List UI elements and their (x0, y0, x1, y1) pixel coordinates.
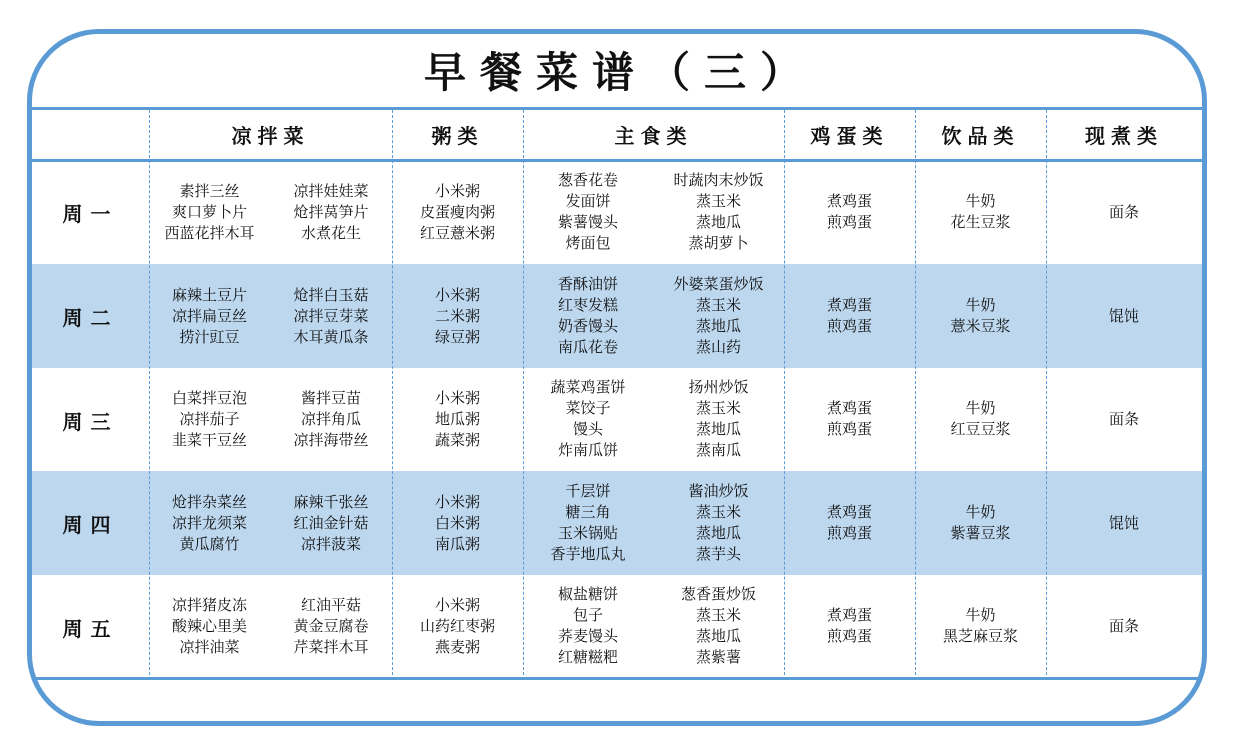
day-label: 周五 (62, 617, 119, 641)
drink-list: 牛奶 薏米豆浆 (950, 296, 1011, 335)
egg-list: 煮鸡蛋 煎鸡蛋 (826, 296, 872, 335)
staple-list-a: 椒盐糖饼 包子 荞麦馒头 红糖糍粑 (557, 585, 618, 666)
fresh-cooked-item: 馄饨 (1108, 307, 1139, 325)
menu-title: 早餐菜谱（三） (423, 48, 816, 97)
staple-list-a: 香酥油饼 红枣发糕 奶香馒头 南瓜花卷 (557, 275, 618, 356)
porridge-list: 小米粥 地瓜粥 蔬菜粥 (434, 389, 480, 449)
fresh-cooked-item: 面条 (1108, 410, 1139, 428)
drink-list: 牛奶 黑芝麻豆浆 (942, 606, 1018, 645)
porridge-list: 小米粥 山药红枣粥 燕麦粥 (419, 596, 495, 656)
fresh-cooked-item: 面条 (1108, 203, 1139, 221)
fresh-cooked-item: 面条 (1108, 617, 1139, 635)
header-porridge: 粥类 (431, 124, 484, 148)
porridge-list: 小米粥 二米粥 绿豆粥 (434, 286, 480, 346)
day-label: 周三 (62, 410, 119, 434)
drink-list: 牛奶 红豆豆浆 (950, 399, 1011, 438)
staple-list-a: 葱香花卷 发面饼 紫薯馒头 烤面包 (557, 171, 618, 252)
header-fresh-cooked: 现煮类 (1085, 124, 1163, 148)
staple-list-a: 千层饼 糖三角 玉米锅贴 香芋地瓜丸 (550, 482, 626, 563)
staple-list-b: 扬州炒饭 蒸玉米 蒸地瓜 蒸南瓜 (688, 378, 749, 459)
egg-list: 煮鸡蛋 煎鸡蛋 (826, 192, 872, 231)
staple-list-b: 酱油炒饭 蒸玉米 蒸地瓜 蒸芋头 (688, 482, 749, 563)
porridge-list: 小米粥 白米粥 南瓜粥 (434, 493, 480, 553)
cold-dishes-a: 白菜拌豆泡 凉拌茄子 韭菜干豆丝 (171, 389, 247, 449)
drink-list: 牛奶 花生豆浆 (950, 192, 1011, 231)
egg-list: 煮鸡蛋 煎鸡蛋 (826, 606, 872, 645)
cold-dishes-a: 素拌三丝 爽口萝卜片 西蓝花拌木耳 (164, 182, 255, 242)
staple-list-b: 外婆菜蛋炒饭 蒸玉米 蒸地瓜 蒸山药 (673, 275, 764, 356)
cold-dishes-b: 麻辣千张丝 红油金针菇 凉拌菠菜 (293, 493, 369, 553)
header-staple: 主食类 (614, 124, 693, 148)
day-label: 周一 (62, 202, 119, 226)
drink-list: 牛奶 紫薯豆浆 (950, 503, 1011, 542)
rule-top (32, 107, 1202, 110)
rule-bottom (32, 677, 1202, 680)
cold-dishes-b: 炝拌白玉菇 凉拌豆芽菜 木耳黄瓜条 (293, 286, 369, 346)
staple-list-a: 蔬菜鸡蛋饼 菜饺子 馒头 炸南瓜饼 (550, 378, 626, 459)
cold-dishes-a: 炝拌杂菜丝 凉拌龙须菜 黄瓜腐竹 (171, 493, 247, 553)
day-label: 周二 (62, 306, 119, 330)
porridge-list: 小米粥 皮蛋瘦肉粥 红豆薏米粥 (419, 182, 495, 242)
staple-list-b: 时蔬肉末炒饭 蒸玉米 蒸地瓜 蒸胡萝卜 (673, 171, 764, 252)
header-cold-dishes: 凉拌菜 (231, 124, 310, 148)
day-label: 周四 (62, 513, 119, 537)
staple-list-b: 葱香蛋炒饭 蒸玉米 蒸地瓜 蒸紫薯 (680, 585, 756, 666)
header-eggs: 鸡蛋类 (810, 124, 889, 148)
cold-dishes-b: 酱拌豆苗 凉拌角瓜 凉拌海带丝 (293, 389, 369, 449)
cold-dishes-b: 凉拌娃娃菜 炝拌莴笋片 水煮花生 (293, 182, 369, 242)
cold-dishes-a: 麻辣土豆片 凉拌扁豆丝 捞汁豇豆 (171, 286, 247, 346)
cold-dishes-a: 凉拌猪皮冻 酸辣心里美 凉拌油菜 (171, 596, 247, 656)
col-divider (1046, 110, 1047, 680)
header-drinks: 饮品类 (941, 124, 1020, 148)
egg-list: 煮鸡蛋 煎鸡蛋 (826, 399, 872, 438)
cold-dishes-b: 红油平菇 黄金豆腐卷 芹菜拌木耳 (293, 596, 369, 656)
egg-list: 煮鸡蛋 煎鸡蛋 (826, 503, 872, 542)
fresh-cooked-item: 馄饨 (1108, 514, 1139, 532)
